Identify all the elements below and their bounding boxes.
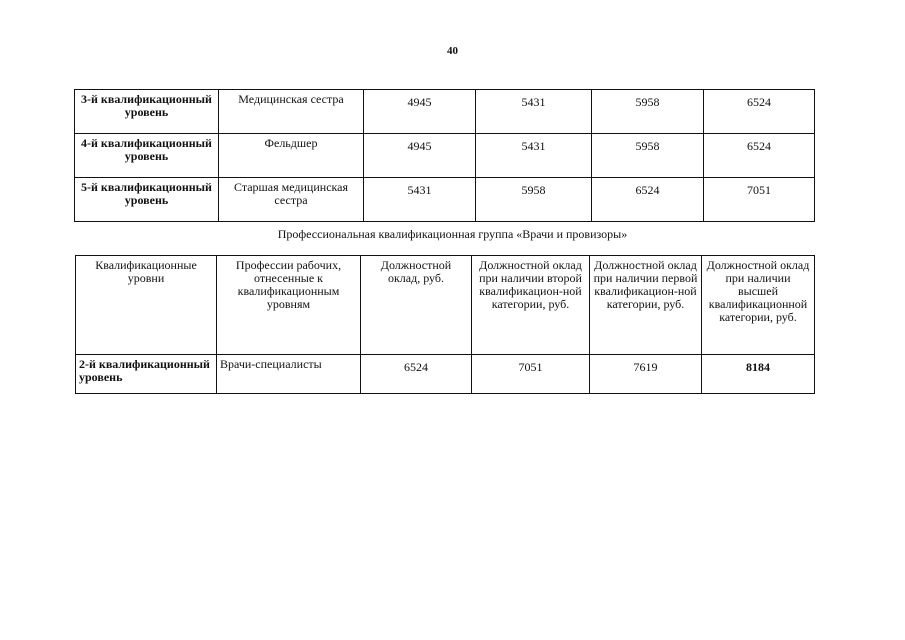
salary-base-cell: 6524 xyxy=(361,355,472,394)
header-highest-category-salary: Должностной оклад при наличии высшей квалификационной категории, руб. xyxy=(702,256,815,355)
salary-highest-category-cell: 6524 xyxy=(704,134,815,178)
salary-second-category-cell: 7051 xyxy=(472,355,590,394)
salary-highest-category-cell: 6524 xyxy=(704,90,815,134)
salary-base-cell: 5431 xyxy=(364,178,476,222)
table-row xyxy=(75,90,815,134)
profession-cell: Старшая медицинская сестра xyxy=(219,178,364,222)
profession-cell: Врачи-специалисты xyxy=(217,355,361,394)
header-second-category-salary: Должностной оклад при наличии второй квалификацион-ной категории, руб. xyxy=(472,256,590,355)
header-base-salary: Должностной оклад, руб. xyxy=(361,256,472,355)
page-number: 40 xyxy=(447,45,458,57)
profession-cell: Фельдшер xyxy=(219,134,364,178)
salary-second-category-cell: 5431 xyxy=(476,90,592,134)
profession-cell: Медицинская сестра xyxy=(219,90,364,134)
header-first-category-salary: Должностной оклад при наличии первой квалификацион-ной категории, руб. xyxy=(590,256,702,355)
salary-base-cell: 4945 xyxy=(364,90,476,134)
table-row xyxy=(75,178,815,222)
salary-table-doctors xyxy=(75,255,815,394)
salary-first-category-cell: 5958 xyxy=(592,134,704,178)
salary-highest-category-cell: 7051 xyxy=(704,178,815,222)
table-row xyxy=(75,134,815,178)
table-row xyxy=(76,355,815,394)
salary-second-category-cell: 5958 xyxy=(476,178,592,222)
qualification-level-cell: 2-й квалификационный уровень xyxy=(76,355,217,394)
group-title: Профессиональная квалификационная группа «Врачи и провизоры» xyxy=(277,227,628,241)
qualification-level-cell: 5-й квалификационный уровень xyxy=(75,178,219,222)
table-header-row xyxy=(76,256,815,355)
salary-first-category-cell: 5958 xyxy=(592,90,704,134)
salary-base-cell: 4945 xyxy=(364,134,476,178)
salary-table-nursing xyxy=(74,89,815,222)
qualification-level-cell: 3-й квалификационный уровень xyxy=(75,90,219,134)
header-qualification-levels: Квалификационные уровни xyxy=(76,256,217,355)
qualification-level-cell: 4-й квалификационный уровень xyxy=(75,134,219,178)
salary-second-category-cell: 5431 xyxy=(476,134,592,178)
salary-highest-category-cell: 8184 xyxy=(702,355,815,394)
salary-first-category-cell: 7619 xyxy=(590,355,702,394)
salary-first-category-cell: 6524 xyxy=(592,178,704,222)
header-professions: Профессии рабочих, отнесенные к квалификационным уровням xyxy=(217,256,361,355)
